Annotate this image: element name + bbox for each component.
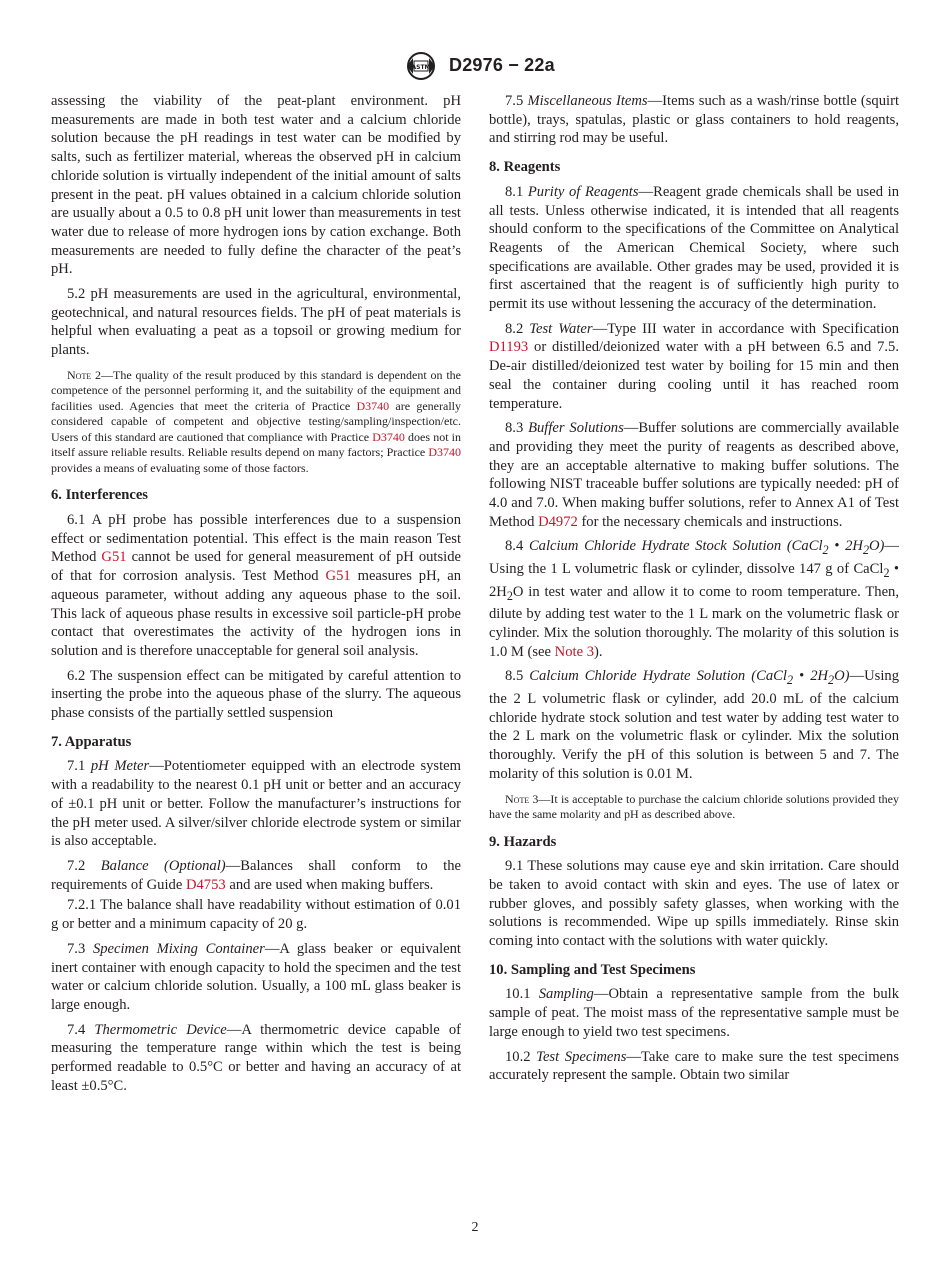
section-heading-sampling: 10. Sampling and Test Specimens — [489, 961, 696, 978]
paragraph-5-2: 5.2 pH measurements are used in the agricultural, environmental, geotechnical, and natural resources fields. The pH of peat materials is helpful when evaluating a peat as a topsoil or growing medium for plants. — [51, 286, 461, 359]
standard-designation: D2976 − 22a — [449, 55, 555, 75]
link-g51[interactable]: G51 — [101, 549, 127, 566]
page-number: 2 — [471, 1220, 479, 1235]
svg-text:ASTM: ASTM — [411, 64, 431, 71]
paragraph-7-5: 7.5 Miscellaneous Items—Items such as a wash/rinse bottle (squirt bottle), trays, spatulas, plastic or glass containers to hold reagents, and stirring rod may be useful. — [489, 93, 899, 147]
link-g51[interactable]: G51 — [325, 568, 351, 585]
link-d4753[interactable]: D4753 — [185, 876, 226, 893]
paragraph-8-4: 8.4 Calcium Chloride Hydrate Stock Solution (CaCl$_2$ • $2H_2O)—Using$ the 1 L volumetric flask or cylinder, dissolve 147 g of CaCl$_2$ • $2H_2O$ in test water and allow it to come to room temperature. Then, dilute by adding test water to the 1 L mark on the volumetric flask or cylinder. Mix the solution thoroughly. The molarity of this solution is 1.0 M (see Note 3). — [489, 538, 900, 660]
link-d3740[interactable]: D3740 — [356, 398, 390, 413]
page-header — [0, 50, 950, 86]
note-3: Note 3—It is acceptable to purchase the calcium chloride solutions provided they have the same molarity and pH as described above. — [489, 791, 899, 822]
paragraph-7-3: 7.3 Specimen Mixing Container—A glass beaker or equivalent inert container with enough capacity to hold the specimen and the test water or calcium chloride solution. Usually, a 100 mL glass beaker is large enough. — [51, 940, 461, 1013]
note-label: Note — [505, 791, 530, 806]
paragraph-9-1: 9.1 These solutions may cause eye and skin irritation. Care should be taken to avoid contact with skin and eyes. The use of latex or rubber gloves, and possibly safety glasses, when working with the solutions is recommended. Wipe up spills immediately. Rinse skin coming into contact with the solutions with water quickly. — [489, 858, 899, 950]
paragraph-7-2: 7.2 Balance (Optional)—Balances shall conform to the requirements of Guide D4753 and are used when making buffers. — [51, 858, 462, 893]
link-d1193[interactable]: D1193 — [489, 339, 529, 356]
left-column — [51, 92, 461, 1101]
paragraph-7-2-1: 7.2.1 The balance shall have readability without estimation of 0.01 g or better and a minimum capacity of 20 g. — [51, 897, 461, 933]
right-column — [489, 92, 899, 1091]
astm-logo-icon — [403, 50, 439, 82]
paragraph-6-1: 6.1 A pH probe has possible interferences due to a suspension effect or sedimentation potential. This effect is the main reason Test Method G51 cannot be used for general measurement of pH outside of that for corrosion analysis. Test Method G51 measures pH, an aqueous parameter, without adding any aqueous phase to the soil. This lack of aqueous phase results in excessive soil particle-pH probe contact that overestimates the activity of the hydrogen ions in solution and is therefore unacceptable for general soil analysis. — [51, 512, 461, 659]
paragraph-10-1: 10.1 Sampling—Obtain a representative sample from the bulk sample of peat. The moist mass of the representative sample must be large enough to yield two test specimens. — [489, 986, 899, 1040]
paragraph-8-3: 8.3 Buffer Solutions—Buffer solutions are commercially available and providing they meet the purity of reagents as described above, they are an acceptable alternative to making buffer solutions. The following NIST traceable buffer solutions are typically needed: pH of 4.0 and 7.0. When making buffer solutions, refer to Annex A1 of Test Method D4972 for the necessary chemicals and instructions. — [489, 420, 899, 530]
link-d3740[interactable]: D3740 — [428, 445, 461, 460]
paragraph-6-2: 6.2 The suspension effect can be mitigated by careful attention to inserting the probe into the aqueous phase of the slurry. The aqueous phase consists of the partially settled suspension — [51, 667, 461, 722]
paragraph-8-1: 8.1 Purity of Reagents—Reagent grade chemicals shall be used in all tests. Unless otherwise indicated, it is intended that all reagents should conform to the specifications of the Committee on Analytical Reagents of the American Chemical Society, where such specifications are available. Other grades may be used, provided it is first ascertained that the reagent is of sufficiently high purity to permit its use without lessening the accuracy of the determination. — [489, 183, 899, 313]
paragraph-7-4: 7.4 Thermometric Device—A thermometric device capable of measuring the temperature range within which the test is being performed readable to 0.5°C or better and having an accuracy of at least ±0.5°C. — [51, 1021, 461, 1094]
note-2: Note 2—The quality of the result produced by this standard is dependent on the competence of the personnel performing it, and the suitability of the equipment and facilities used. Agencies that meet the criteria of Practice D3740 are generally considered capable of competent and objective testing/sampling/inspection/etc. Users of this standard are cautioned that compliance with Practice D3740 does not in itself assure reliable results. Reliable results depend on many factors; Practice D3740 provides a means of evaluating some of those factors. — [51, 367, 461, 475]
paragraph-8-2: 8.2 Test Water—Type III water in accordance with Specification D1193 or distilled/deionized water with a pH between 6.5 and 7.5. De-air distilled/deionized test water by boiling for 15 min and then seal the container during cooling until it has reached room temperature. — [489, 320, 899, 412]
note-label: Note — [67, 367, 92, 382]
link-note-3[interactable]: Note 3 — [554, 643, 594, 660]
paragraph-8-5: 8.5 Calcium Chloride Hydrate Solution (CaCl$_2$ • $2H_2O)—Using$ the 2 L volumetric flask or cylinder, add 20.0 mL of the calcium chloride hydrate stock solution and test water by adding test water to the 2 L mark on the volumetric flask or cylinder. Mix the solution thoroughly. Verify the pH of this solution is between 5 and 7. The molarity of this solution is 0.01 M. — [489, 668, 899, 782]
link-d3740[interactable]: D3740 — [372, 429, 405, 444]
section-heading-reagents: 8. Reagents — [489, 159, 561, 176]
paragraph-5-1-continued: assessing the viability of the peat-plant environment. pH measurements are made in both test water and a calcium chloride solution because the pH readings in test water can be modified by salts, such as fertilizer material, whereas the observed pH in calcium chloride solution is virtually independent of the initial amount of salts present in the peat. pH values obtained in a calcium chloride solution are usually about a 0.5 to 0.8 pH unit lower than measurements in test water due to release of more hydrogen ions by cation exchange. Both measurements are needed to fully define the character of the peat’s pH. — [51, 93, 461, 278]
paragraph-10-2: 10.2 Test Specimens—Take care to make sure the test specimens accurately represent the sample. Obtain two similar — [489, 1048, 899, 1084]
section-heading-apparatus: 7. Apparatus — [51, 733, 132, 750]
link-d4972[interactable]: D4972 — [538, 513, 578, 530]
paragraph-7-1: 7.1 pH Meter—Potentiometer equipped with an electrode system with a readability to the nearest 0.1 pH unit or better and an accuracy of ±0.1 pH unit or better. Follow the manufacturer’s instructions for the pH meter used. A silver/silver chloride electrode system or similar is also acceptable. — [51, 758, 461, 850]
section-heading-interferences: 6. Interferences — [51, 487, 148, 504]
section-heading-hazards: 9. Hazards — [489, 833, 557, 850]
